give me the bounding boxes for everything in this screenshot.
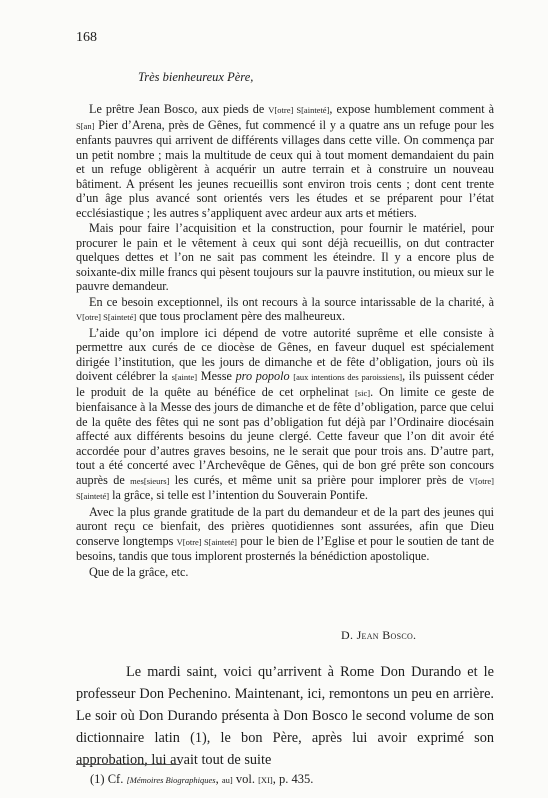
- narrative-paragraph: Le mardi saint, voici qu’arrivent à Rome Don Durando et le professeur Don Pechenino. Maintenant, ici, remontons un peu en arrière. Le soir où Don Durando présenta à Don Bosco le second volume de son dictionnaire latin (1), le bon Père, après lui avoir exprimé son approbation, lui avait tout de suite: [76, 664, 494, 768]
- editorial-insert: V[otre] S[ainteté]: [268, 105, 330, 115]
- text-run: Pier d’Arena, près de Gênes, fut commencé il y a quatre ans un refuge pour les enfants pauvres qui arrivent de différents villages dans cette ville. On commença par un petit nombre ; mais la multitude de ceux qui à tout moment demandaient du pain et un refuge obligèrent à acquérir un autre terrain et à construire un nouveau bâtiment. A présent les jeunes recueillis sont environ trois cents ; dont cent trente d’un âge plus avancé sont orientés vers les études et se préparent pour l’état ecclésiastique ; les autres s’appliquent avec ardeur aux arts et métiers.: [76, 117, 494, 220]
- text-run: , ils puissent céder le produit de la quête au bénéfice de cet orphelinat: [76, 369, 494, 399]
- letter-paragraph-2: Mais pour faire l’acquisition et la construction, pour fournir le matériel, pour procurer le pain et le vêtement à ceux qui sont déjà recueillis, on dut contracter quelques dettes et l’on ne sait pas comment les éteindre. Il y a encore plus de soixante-dix mille francs qui pèsent toujours sur la pauvre institution, ou mieux sur le pauvre demandeur.: [76, 221, 494, 293]
- text-run: , p. 435.: [272, 772, 314, 786]
- text-run: , expose humblement comment à: [329, 102, 494, 116]
- text-run: vol.: [232, 772, 259, 786]
- editorial-insert: [aux intentions des paroissiens]: [293, 372, 403, 382]
- editorial-insert: [sic]: [354, 387, 371, 398]
- text-run: la grâce, si telle est l’intention du Souverain Pontife.: [109, 488, 368, 502]
- letter-body: [76, 102, 494, 579]
- text-run: En ce besoin exceptionnel, ils ont recours à la source intarissable de la charité, à: [89, 294, 494, 309]
- italic-phrase: pro popolo: [235, 369, 290, 383]
- editorial-insert: V[otre] S[ainteté]: [176, 536, 237, 547]
- narrative-text: [76, 661, 494, 771]
- letter-signature: [341, 628, 416, 643]
- editorial-insert: au]: [221, 775, 233, 785]
- text-run: pour le bien de l’Eglise et pour le soutien de tant de besoins, tandis que tous implorent prosternés la bénédiction apostolique.: [76, 533, 494, 563]
- text-run: les curés, et même unit sa prière pour implorer près de: [169, 472, 469, 487]
- text-run: L’aide qu’on implore ici dépend de votre autorité suprême et elle consiste à permettre aux curés de ce diocèse de Gênes, en faveur duquel est spécialement dirigée l’institution, que les jours de dimanche et de fête d’obligation, jours où ils doivent célébrer la: [76, 325, 494, 383]
- text-run: ,: [215, 772, 222, 786]
- letter-paragraph-5: [76, 505, 494, 564]
- footnote-divider: [76, 764, 180, 765]
- signature-initial: D.: [341, 628, 357, 642]
- letter-paragraph-3: [76, 295, 494, 325]
- text-run: (1) Cf.: [90, 772, 127, 786]
- editorial-insert: [XI]: [258, 775, 273, 785]
- letter-paragraph-1: [76, 102, 494, 220]
- page-number: 168: [76, 30, 97, 45]
- text-run: Avec la plus grande gratitude de la part du demandeur et de la part des jeunes qui auront reçu ce bienfait, des prières quotidiennes sont assurées, afin que Dieu conserve longtemps: [76, 504, 494, 548]
- editorial-insert: V[otre] S[ainteté]: [76, 312, 137, 322]
- editorial-insert: s[ainte]: [171, 372, 198, 382]
- editorial-insert: [Mémoires Biographiques: [126, 775, 216, 785]
- letter-closing: Que de la grâce, etc.: [89, 564, 189, 579]
- signature-name: Jean Bosco.: [356, 628, 417, 642]
- editorial-insert: V[otre] S[ainteté]: [76, 475, 495, 501]
- editorial-insert: S[an]: [76, 120, 95, 131]
- text-run: Messe: [197, 369, 236, 383]
- footnote: [90, 772, 313, 787]
- text-run: Le prêtre Jean Bosco, aux pieds de: [89, 102, 269, 116]
- letter-paragraph-4: [76, 326, 494, 504]
- text-run: que tous proclament père des malheureux.: [136, 309, 345, 323]
- letter-salutation: Très bienheureux Père,: [138, 70, 254, 84]
- text-run: . On limite ce geste de bienfaisance à la Messe des jours de dimanche et de fête d’obligation, parce que celui de la quête des fêtes qui ne sont pas d’obligation fut déjà par l’Ordinaire diocésain affecté aux différents besoins du jeune clergé. Cette faveur que l’on dit avoir été accordée pour d’autres graves besoins, ne le serait que pour trois ans. D’autre part, tout a été concerté avec l’Archevêque de Gênes, qui de bon gré prête son concours auprès de: [76, 384, 494, 487]
- editorial-insert: mes[sieurs]: [130, 475, 170, 486]
